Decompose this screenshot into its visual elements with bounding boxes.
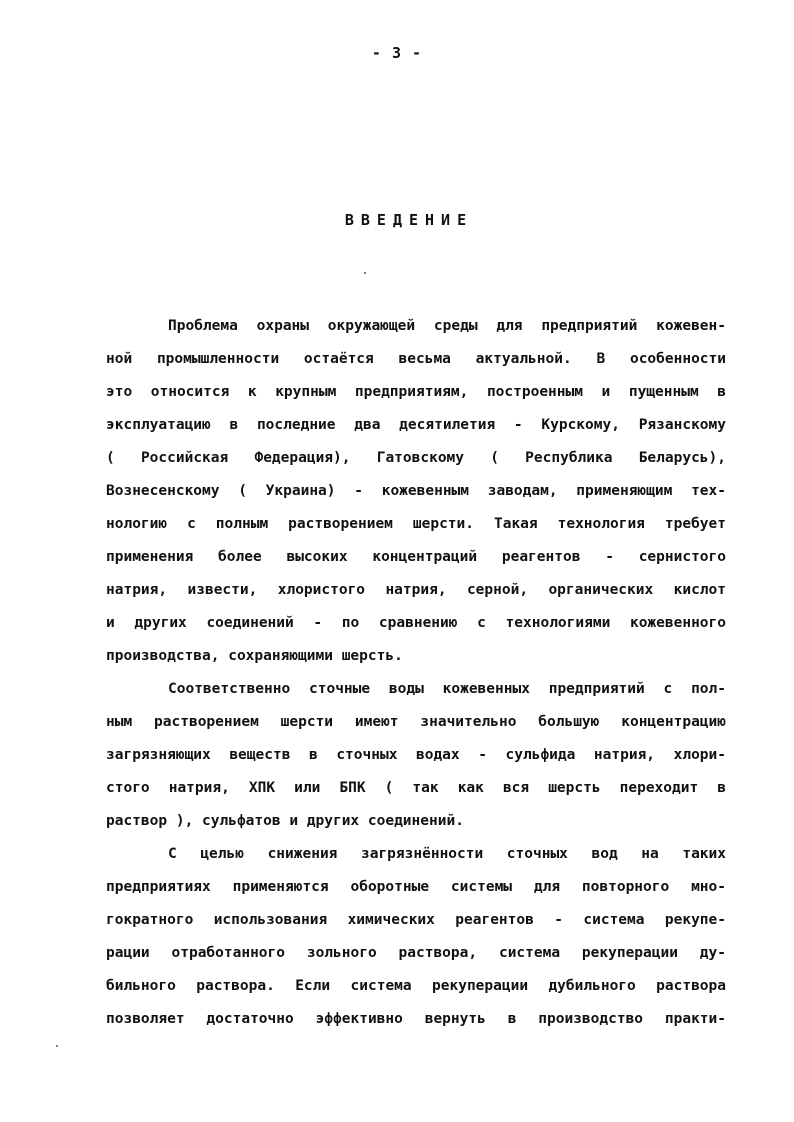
paragraph-line: Проблема охраны окружающей среды для предприятий кожевен- bbox=[168, 318, 726, 334]
document-body bbox=[106, 310, 726, 1036]
paragraph-line: предприятиях применяются оборотные системы для повторного мно- bbox=[106, 879, 726, 895]
paragraph-line: С целью снижения загрязнённости сточных вод на таких bbox=[168, 846, 726, 862]
paragraph-line: и других соединений - по сравнению с технологиями кожевенного bbox=[106, 615, 726, 631]
paragraph-line: Вознесенскому ( Украина) - кожевенным заводам, применяющим тех- bbox=[106, 483, 726, 499]
paragraph-line: ной промышленности остаётся весьма актуальной. В особенности bbox=[106, 351, 726, 367]
paragraph-line: раствор ), сульфатов и других соединений. bbox=[106, 813, 464, 829]
paragraph-line: натрия, извести, хлористого натрия, серной, органических кислот bbox=[106, 582, 726, 598]
paragraph-line: Соответственно сточные воды кожевенных предприятий с пол- bbox=[168, 681, 726, 697]
paragraph-line: ( Российская Федерация), Гатовскому ( Республика Беларусь), bbox=[106, 450, 726, 466]
scan-speck bbox=[364, 272, 366, 274]
paragraph-line: ным растворением шерсти имеют значительно большую концентрацию bbox=[106, 714, 726, 730]
paragraph-line: стого натрия, ХПК или БПК ( так как вся шерсть переходит в bbox=[106, 780, 726, 796]
paragraph-line: рации отработанного зольного раствора, система рекуперации ду- bbox=[106, 945, 726, 961]
paragraph-line: бильного раствора. Если система рекуперации дубильного раствора bbox=[106, 978, 726, 994]
paragraph-line: позволяет достаточно эффективно вернуть в производство практи- bbox=[106, 1011, 726, 1027]
paragraph-line: эксплуатацию в последние два десятилетия - Курскому, Рязанскому bbox=[106, 417, 726, 433]
paragraph-line: это относится к крупным предприятиям, построенным и пущенным в bbox=[106, 384, 726, 400]
paragraph-line: применения более высоких концентраций реагентов - сернистого bbox=[106, 549, 726, 565]
paragraph-line: загрязняющих веществ в сточных водах - сульфида натрия, хлори- bbox=[106, 747, 726, 763]
section-title: ВВЕДЕНИЕ bbox=[344, 211, 474, 229]
paragraph-line: производства, сохраняющими шерсть. bbox=[106, 648, 403, 664]
scan-speck bbox=[56, 1045, 58, 1047]
page-number: - 3 - bbox=[371, 44, 423, 62]
paragraph-line: гократного использования химических реагентов - система рекупе- bbox=[106, 912, 726, 928]
paragraph-line: нологию с полным растворением шерсти. Такая технология требует bbox=[106, 516, 726, 532]
